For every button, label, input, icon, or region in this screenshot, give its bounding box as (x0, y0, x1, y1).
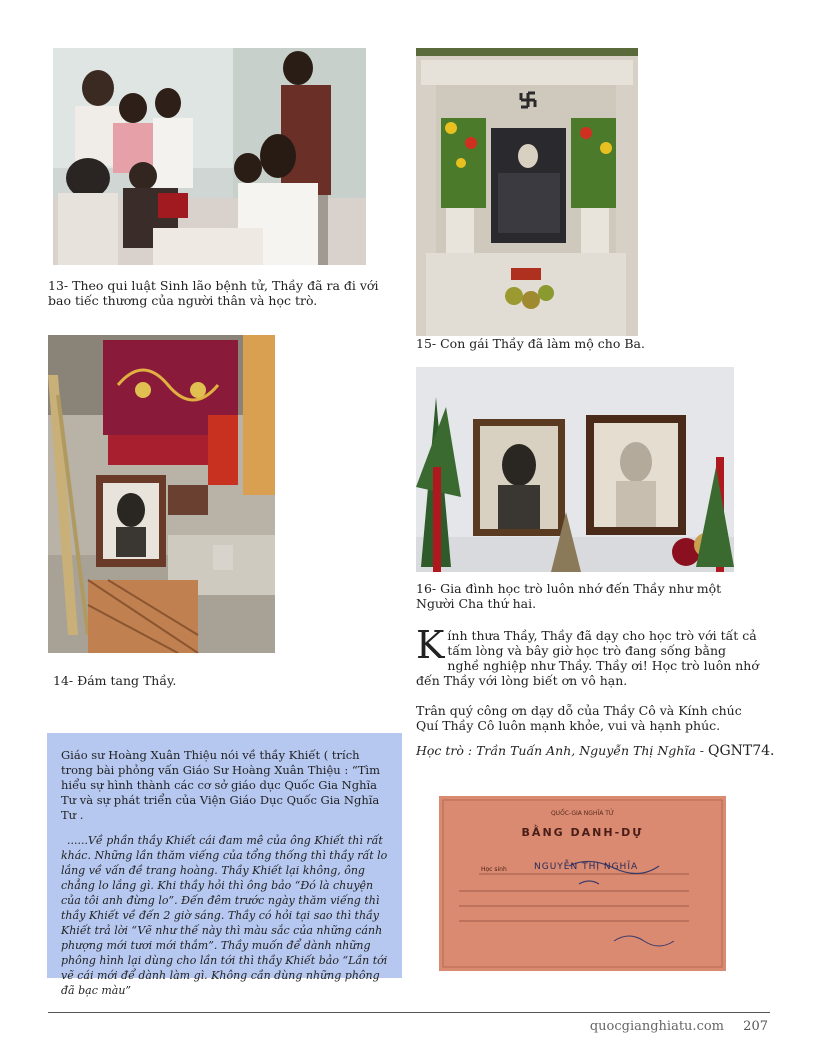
drop-cap: K (416, 623, 445, 667)
page-number: 207 (743, 1019, 768, 1034)
caption-16: 16- Gia đình học trò luôn nhớ đến Thầy như một Người Cha thứ hai. (416, 581, 722, 611)
signature-names: Học trò : Trần Tuấn Anh, Nguyễn Thị Nghĩa - (416, 743, 708, 758)
certificate-student-name: NGUYỄN THỊ NGHĨA (534, 862, 639, 872)
photo-tomb (416, 48, 638, 336)
caption-13: 13- Theo qui luật Sinh lão bệnh tử, Thầy đã ra đi với bao tiếc thương của người thân và học trò. (48, 278, 379, 308)
quote-box (47, 733, 402, 997)
certificate-title: BẰNG DANH-DỰ (521, 826, 644, 839)
photo-certificate (439, 796, 726, 971)
signature (416, 743, 776, 759)
certificate-school: QUỐC-GIA NGHĨA TỬ (550, 810, 615, 817)
signature-org: QGNT74. (707, 743, 775, 759)
letter-paragraph-2: Trân quý công ơn dạy dỗ của Thầy Cô và Kính chúc Quí Thầy Cô luôn mạnh khỏe, vui và hạnh phúc. (416, 703, 742, 733)
letter-paragraph-1-text: ính thưa Thầy, Thầy đã dạy cho học trò với tất cả tấm lòng và bây giờ học trò đang sống bằng nghề nghiệp như Thầy. Thầy ơi! Học trò luôn nhớ đến Thầy với lòng biết ơn vô hạn. (416, 628, 759, 688)
caption-15: 15- Con gái Thầy đã làm mộ cho Ba. (416, 336, 645, 351)
quote-intro: Giáo sư Hoàng Xuân Thiệu nói về thầy Khiết ( trích trong bài phỏng vấn Giáo Sư Hoàng Xuân Thiệu : “Tìm hiểu sự hình thành các cơ sở giáo dục Quốc Gia Nghĩa Tư và sự phát triển của Viện Giáo Dục Quốc Gia Nghĩa Tư . (61, 748, 381, 822)
certificate-student-label: Học sinh (481, 866, 507, 873)
letter-paragraph-1 (416, 623, 761, 688)
footer-site: quocgianghiatu.com (589, 1019, 724, 1034)
quote-body: ......Về phần thầy Khiết cái đam mê của ông Khiết thì rất khác. Những lần thăm viếng của tổng thống thì thầy rất lo lắng về vấn đề trang hoàng. Thầy Khiết lại không, ông chẳng lo lắng gì. Khi thầy hỏi thì ông bảo “Đó là chuyện của tôi anh đừng lo”. Đến đêm trước ngày thăm viếng thì thầy Khiết về đến 2 giờ sáng. Thầy có hỏi tại sao thì thầy Khiết trả lời “Vẽ như thế này thì màu sắc của những cánh phượng mới tươi mới thắm”. Thầy muốn để dành những phông hình lại dùng cho lần tới thì thầy Khiết bảo “Lần tới vẽ cái mới để dành làm gì. Không cần dùng những phông đã bạc màu” (61, 834, 388, 997)
photo-funeral (48, 335, 275, 653)
caption-14: 14- Đám tang Thầy. (53, 673, 177, 688)
photo-family-deathbed (53, 48, 366, 265)
photo-portraits (416, 367, 734, 572)
footer-rule (48, 1012, 770, 1013)
